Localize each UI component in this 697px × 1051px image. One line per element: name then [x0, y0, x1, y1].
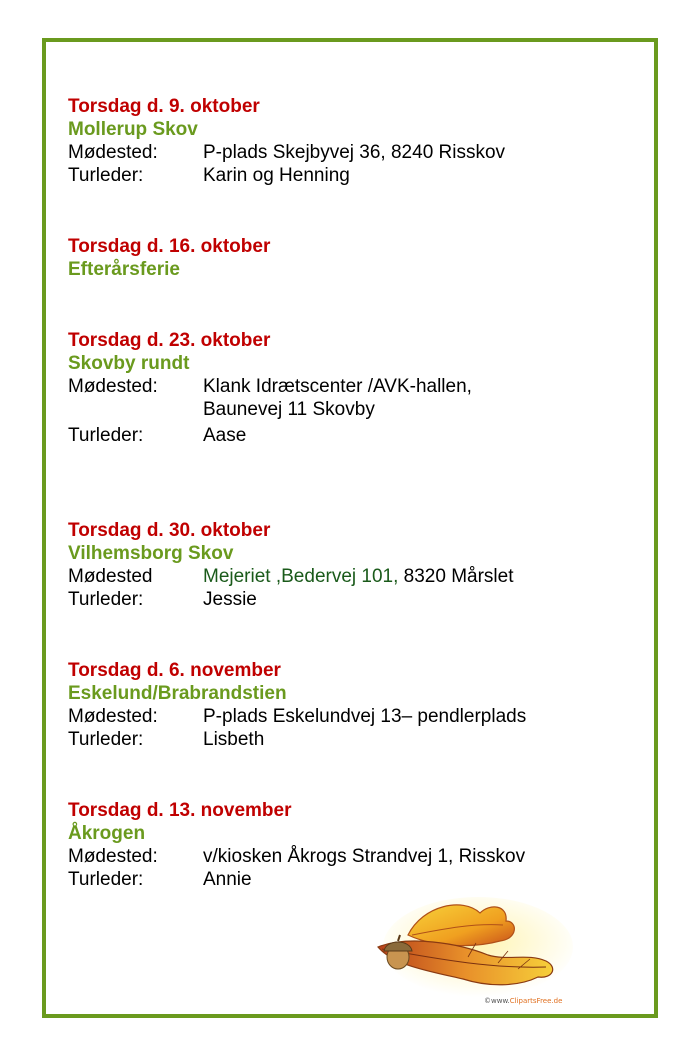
leader-row — [68, 868, 628, 891]
event-date: Torsdag d. 6. november — [68, 660, 281, 681]
event-4 — [68, 519, 628, 611]
event-place: Eskelund/Brabrandstien — [68, 683, 287, 704]
event-place: Efterårsferie — [68, 259, 180, 280]
autumn-leaves-acorn-icon — [368, 895, 573, 1010]
credit-brand: ClipartsFree.de — [509, 997, 563, 1005]
event-place: Vilhemsborg Skov — [68, 543, 234, 564]
event-date: Torsdag d. 23. oktober — [68, 330, 271, 351]
meeting-value: P-plads Skejbyvej 36, 8240 Risskov — [203, 142, 506, 163]
meeting-label: Mødested — [68, 566, 153, 587]
meeting-label: Mødested: — [68, 142, 158, 163]
meeting-row — [68, 141, 628, 164]
meeting-row — [68, 705, 628, 728]
event-place: Åkrogen — [68, 823, 146, 844]
event-place: Skovby rundt — [68, 353, 190, 374]
leader-label: Turleder: — [68, 425, 144, 446]
credit-prefix: ©www. — [484, 997, 510, 1005]
meeting-label: Mødested: — [68, 376, 158, 397]
leader-row — [68, 164, 628, 187]
leader-row — [68, 424, 628, 447]
event-2 — [68, 235, 628, 281]
event-3 — [68, 329, 628, 447]
meeting-value-line1: Klank Idrætscenter /AVK-hallen, — [203, 376, 472, 397]
event-date: Torsdag d. 16. oktober — [68, 236, 271, 257]
meeting-label: Mødested: — [68, 706, 158, 727]
meeting-value-line2: Baunevej 11 Skovby — [203, 399, 375, 420]
meeting-value-city: 8320 Mårslet — [398, 566, 514, 587]
meeting-value-street: Mejeriet ,Bedervej 101, — [203, 566, 399, 587]
clipart-credit — [484, 997, 562, 1005]
meeting-row — [68, 375, 628, 421]
event-6 — [68, 799, 628, 891]
meeting-row — [68, 565, 628, 588]
leader-label: Turleder: — [68, 729, 144, 750]
meeting-value: P-plads Eskelundvej 13– pendlerplads — [203, 706, 527, 727]
event-date: Torsdag d. 13. november — [68, 800, 292, 821]
leader-value: Lisbeth — [203, 729, 265, 750]
meeting-value: v/kiosken Åkrogs Strandvej 1, Risskov — [203, 846, 526, 867]
meeting-value — [203, 375, 628, 421]
leader-label: Turleder: — [68, 165, 144, 186]
leader-value: Karin og Henning — [203, 165, 350, 186]
meeting-label: Mødested: — [68, 846, 158, 867]
leader-row — [68, 728, 628, 751]
leader-value: Aase — [203, 425, 247, 446]
event-date: Torsdag d. 30. oktober — [68, 520, 271, 541]
meeting-value — [203, 565, 628, 588]
meeting-row — [68, 845, 628, 868]
leader-value: Annie — [203, 869, 252, 890]
leader-label: Turleder: — [68, 589, 144, 610]
leader-label: Turleder: — [68, 869, 144, 890]
event-date: Torsdag d. 9. oktober — [68, 96, 260, 117]
event-5 — [68, 659, 628, 751]
event-1 — [68, 95, 628, 187]
event-place: Mollerup Skov — [68, 119, 198, 140]
leader-row — [68, 588, 628, 611]
leader-value: Jessie — [203, 589, 257, 610]
